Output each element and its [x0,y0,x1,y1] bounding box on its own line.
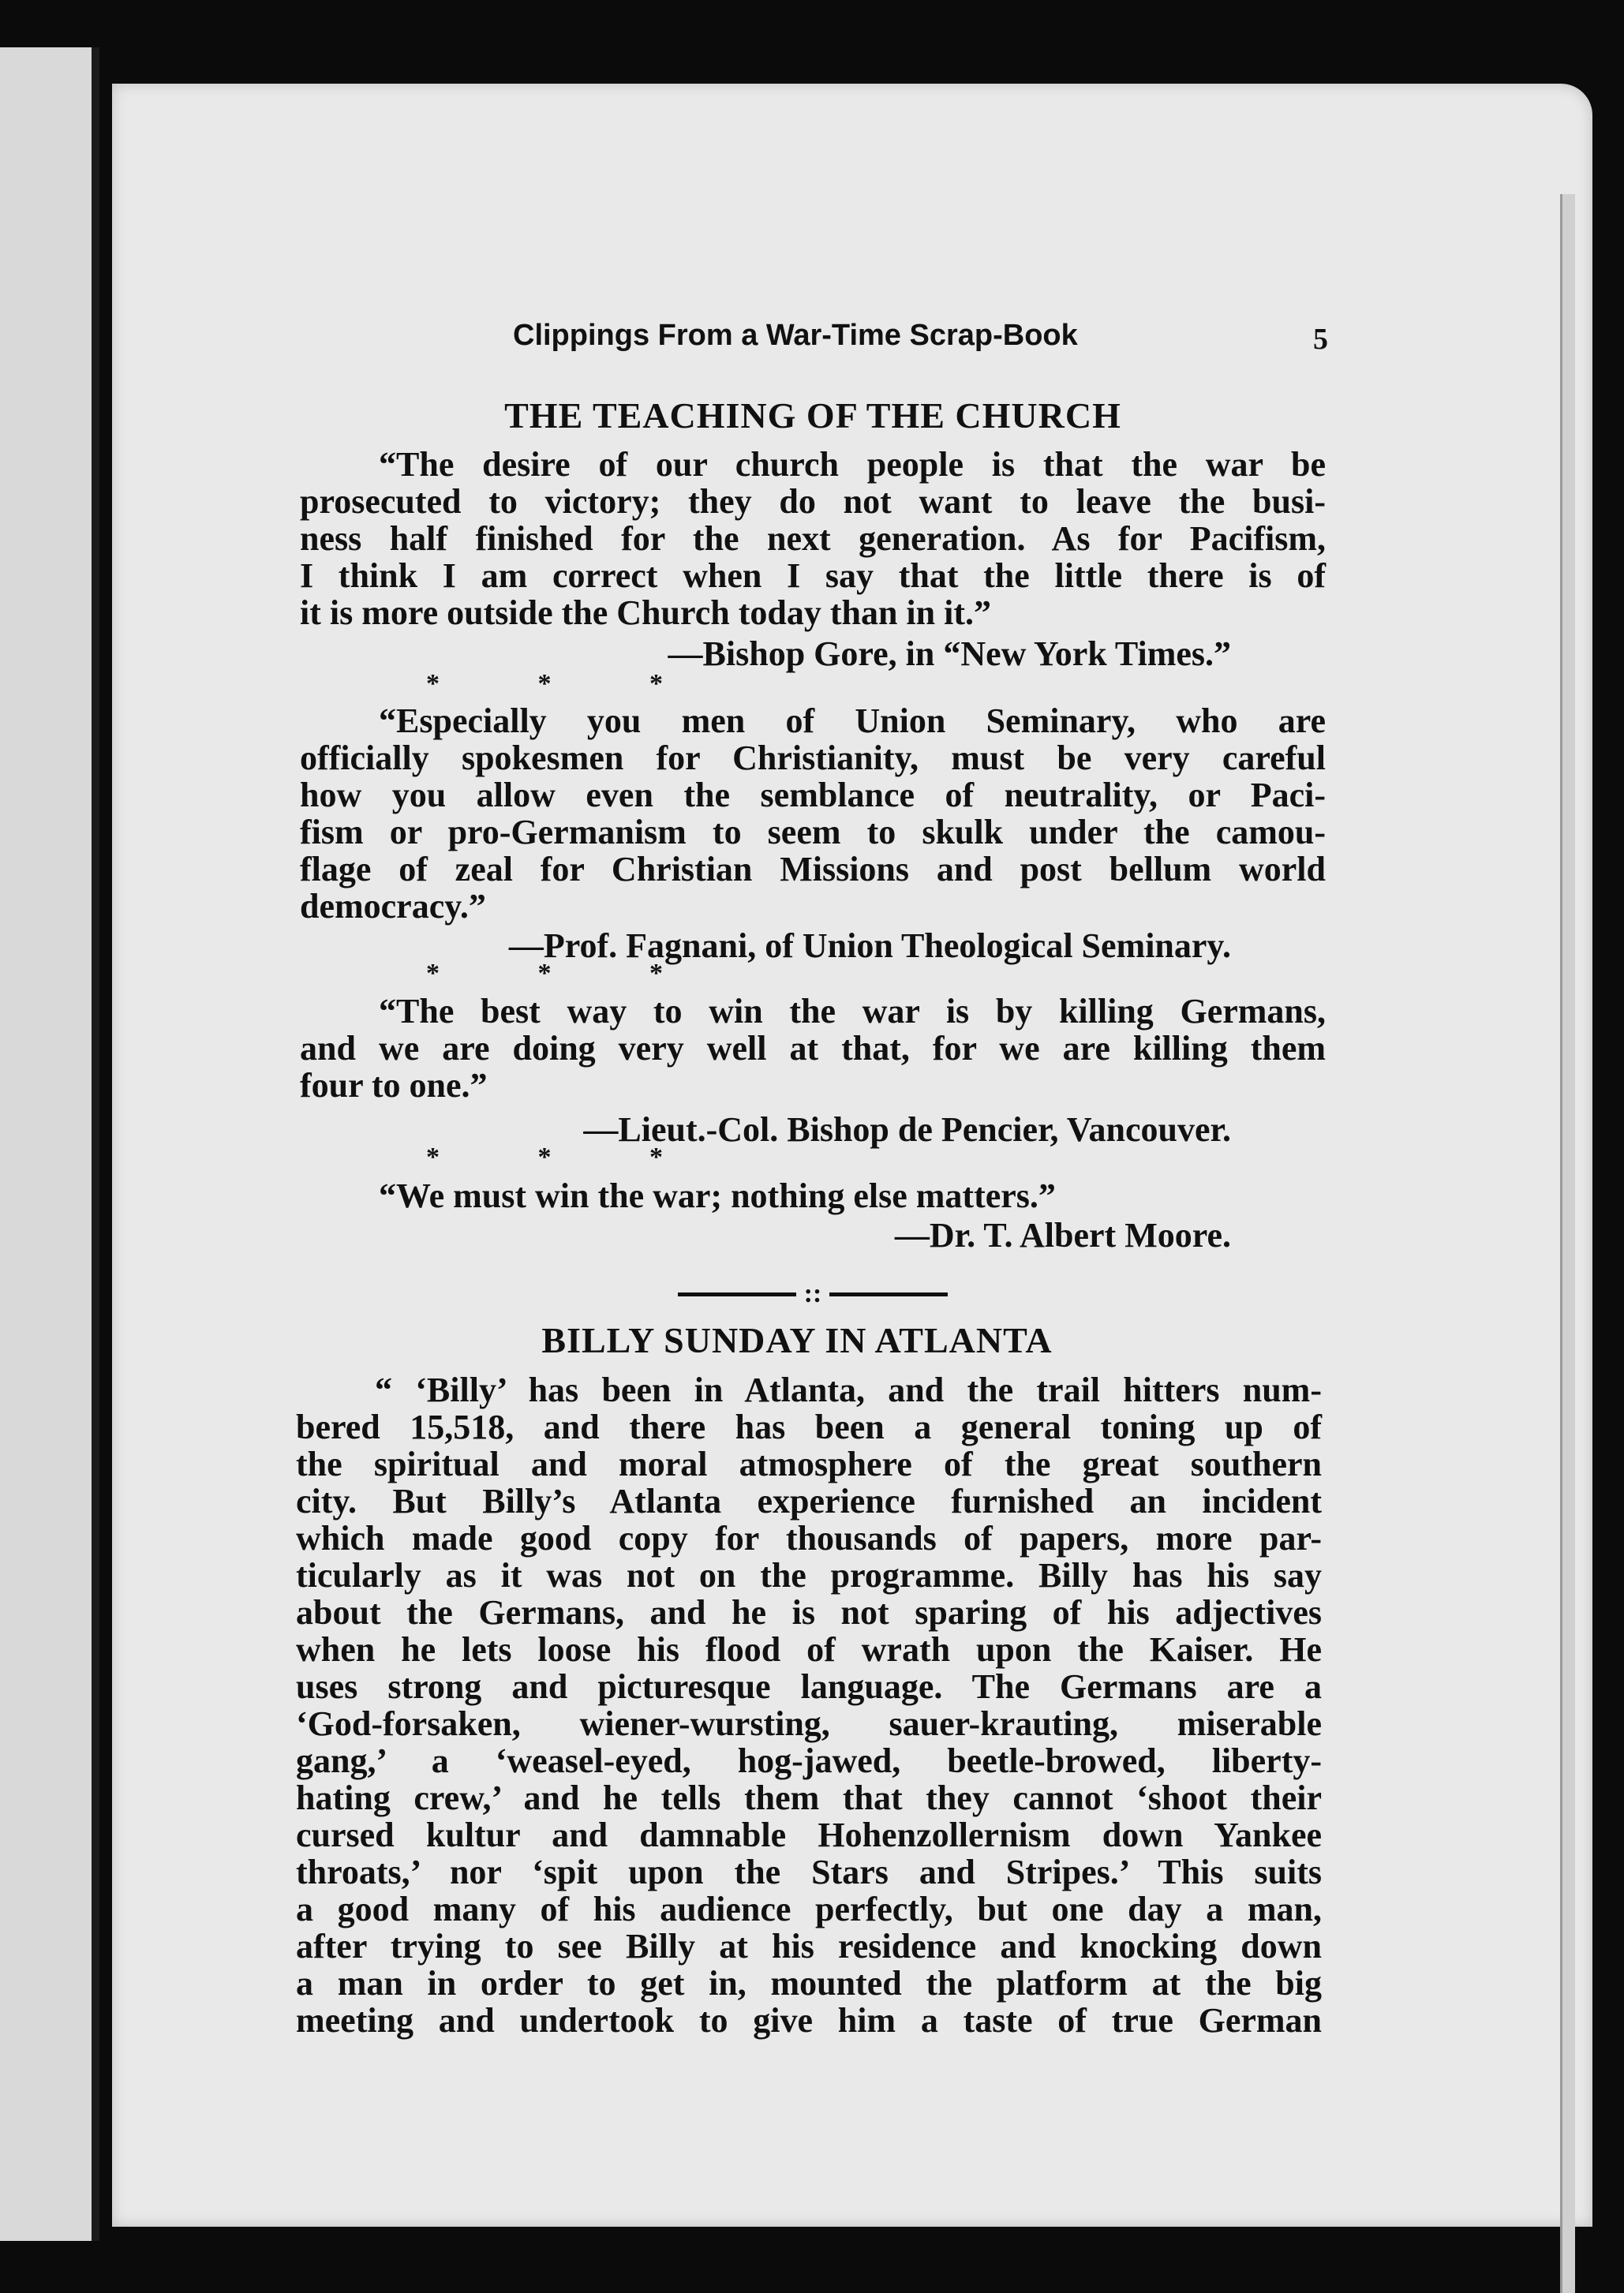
attribution-gore: —Bishop Gore, in “New York Times.” [668,634,1231,673]
article-line: gang,’ a ‘weasel-eyed, hog-jawed, beetle-browed, liberty- [296,1741,1322,1780]
article-line: throats,’ nor ‘spit upon the Stars and Stripes.’ This suits [296,1853,1322,1891]
running-head-title: Clippings From a War-Time Scrap-Book [513,319,1078,352]
article-line: uses strong and picturesque language. The Germans are a [296,1667,1322,1706]
article-line: bered 15,518, and there has been a general toning up of [296,1408,1322,1446]
quote-fagnani [300,701,1326,965]
article-line: when he lets loose his flood of wrath upon the Kaiser. He [296,1630,1322,1669]
separator-asterisk: * [537,959,552,988]
article-line: cursed kultur and damnable Hohenzollernism down Yankee [296,1816,1322,1854]
quote-line: prosecuted to victory; they do not want to leave the busi- [300,482,1326,521]
quote-line: officially spokesmen for Christianity, must be very careful [300,739,1326,777]
article-line: “ ‘Billy’ has been in Atlanta, and the trail hitters num- [375,1371,1322,1409]
page-curl [1560,194,1575,2293]
quote-line: how you allow even the semblance of neutrality, or Paci- [300,776,1326,814]
divider-rule [678,1292,796,1296]
separator-asterisk: * [426,669,440,698]
quote-gore [300,445,1326,673]
quote-line: ness half finished for the next generation. As for Pacifism, [300,519,1326,558]
article-line: meeting and undertook to give him a taste of true German [296,2001,1322,2040]
article-line: ticularly as it was not on the programme. Billy has his say [296,1556,1322,1595]
quote-line: fism or pro-Germanism to seem to skulk under the camou- [300,813,1326,851]
attribution-moore: —Dr. T. Albert Moore. [894,1216,1231,1255]
quote-line: “Especially you men of Union Seminary, who are [379,701,1326,740]
section-heading-billy-sunday: BILLY SUNDAY IN ATLANTA [541,1320,1053,1360]
article-line: after trying to see Billy at his residence and knocking down [296,1927,1322,1966]
quote-line: and we are doing very well at that, for we are killing them [300,1029,1326,1068]
article-billy-sunday [296,1371,1322,2039]
book-spine-shadow [92,47,99,2241]
separator-asterisk: * [426,1143,440,1172]
quote-line: it is more outside the Church today than in it.” [300,593,992,632]
separator-stars [426,959,663,989]
divider-mark: :: [803,1279,822,1308]
quote-de-pencier [300,992,1326,1149]
article-line: hating crew,’ and he tells them that they cannot ‘shoot their [296,1779,1322,1817]
attribution-de-pencier: —Lieut.-Col. Bishop de Pencier, Vancouver. [583,1110,1231,1149]
quote-line: four to one.” [300,1066,488,1105]
article-line: ‘God-forsaken, wiener-wursting, sauer-krauting, miserable [296,1704,1322,1743]
article-line: which made good copy for thousands of papers, more par- [296,1519,1322,1558]
section-divider [671,1278,955,1310]
separator-asterisk: * [649,959,663,988]
separator-asterisk: * [537,1143,552,1172]
quote-moore [300,1176,1326,1255]
facing-page-edge [0,47,99,2241]
page-number: 5 [1313,323,1328,356]
article-line: a good many of his audience perfectly, but one day a man, [296,1890,1322,1928]
separator-asterisk: * [649,669,663,698]
running-head [513,316,1341,360]
quote-line: “The best way to win the war is by killing Germans, [379,992,1326,1031]
quote-line: I think I am correct when I say that the little there is of [300,556,1326,595]
article-line: the spiritual and moral atmosphere of the great southern [296,1445,1322,1483]
quote-line: flage of zeal for Christian Missions and post bellum world [300,850,1326,888]
separator-asterisk: * [649,1143,663,1172]
separator-asterisk: * [537,669,552,698]
divider-rule [829,1292,948,1296]
section-heading-church: THE TEACHING OF THE CHURCH [504,395,1121,436]
quote-line: democracy.” [300,887,486,926]
quote-line: “The desire of our church people is that the war be [379,445,1326,484]
article-line: about the Germans, and he is not sparing of his adjectives [296,1593,1322,1632]
quote-line: “We must win the war; nothing else matters.” [379,1176,1056,1215]
separator-asterisk: * [426,959,440,988]
article-line: city. But Billy’s Atlanta experience furnished an incident [296,1482,1322,1521]
separator-stars [426,1143,663,1173]
article-line: a man in order to get in, mounted the platform at the big [296,1964,1322,2003]
separator-stars [426,669,663,699]
attribution-fagnani: —Prof. Fagnani, of Union Theological Seminary. [508,926,1231,965]
